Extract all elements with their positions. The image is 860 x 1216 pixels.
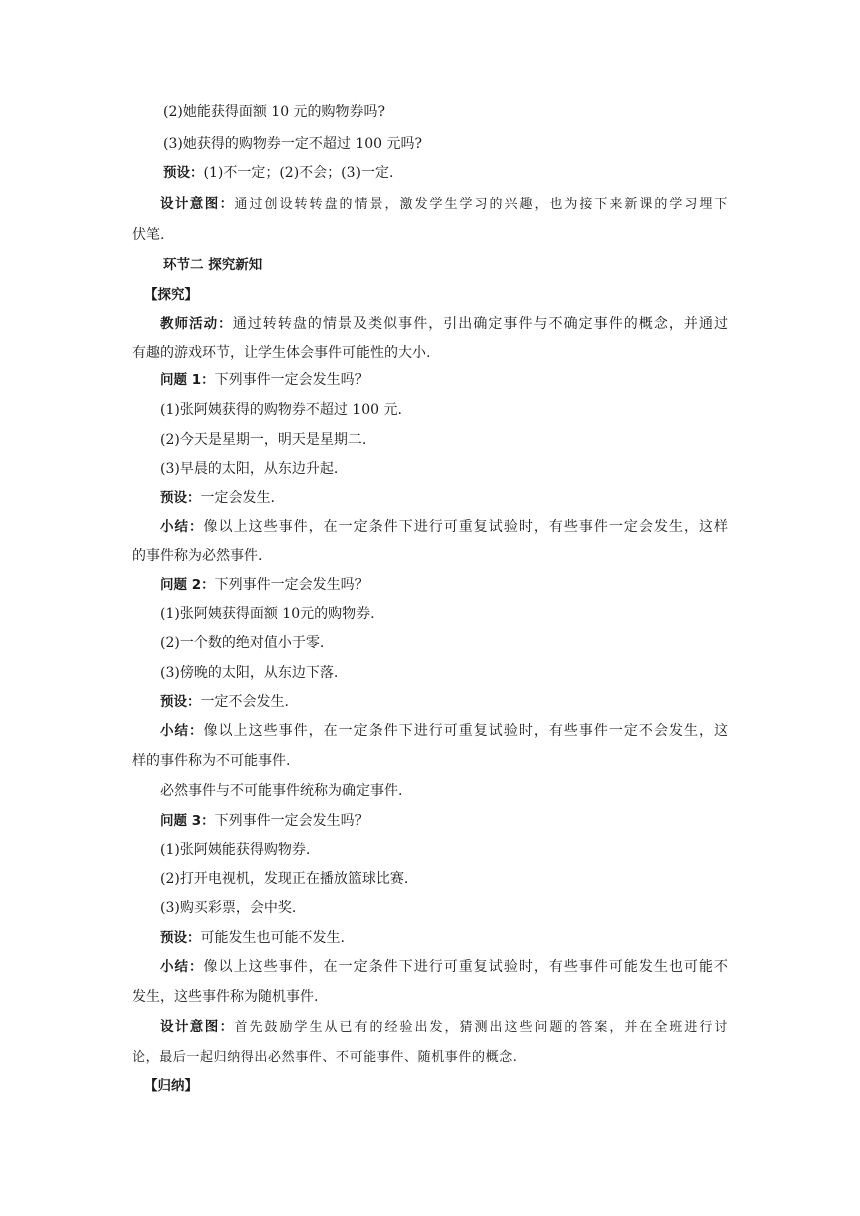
preset-answer-line: 预设：(1)不一定；(2)不会；(3)一定. (163, 165, 394, 181)
problem-3-item-1: (1)张阿姨能获得购物券. (160, 842, 311, 858)
problem-1-summary: 小结：像以上这些事件，在一定条件下进行可重复试验时，有些事件一定会发生，这样 (160, 519, 729, 535)
definite-events-note: 必然事件与不可能事件统称为确定事件. (160, 783, 403, 799)
problem-3-item-2: (2)打开电视机，发现正在播放篮球比赛. (160, 871, 409, 887)
problem-2-item-2: (2)一个数的绝对值小于零. (160, 635, 325, 651)
problem-2-line: 问题 2：下列事件一定会发生吗？ (160, 577, 369, 593)
problem-3-summary-continued: 发生，这些事件称为随机事件. (132, 989, 319, 1005)
problem-2-summary: 小结：像以上这些事件，在一定条件下进行可重复试验时，有些事件一定不会发生，这 (160, 723, 729, 739)
design-intent-2-line: 设计意图：首先鼓励学生从已有的经验出发，猜测出这些问题的答案，并在全班进行讨 (160, 1019, 729, 1035)
question-3-line: (3)她获得的购物券一定不超过 100 元吗? (163, 136, 422, 152)
summary-heading: 【归纳】 (144, 1078, 198, 1094)
problem-1-item-2: (2)今天是星期一，明天是星期二. (160, 432, 367, 448)
problem-1-preset: 预设：一定会发生. (160, 490, 275, 506)
problem-2-preset: 预设：一定不会发生. (160, 694, 289, 710)
problem-2-summary-continued: 样的事件称为不可能事件. (132, 753, 291, 769)
section-heading: 环节二 探究新知 (163, 257, 263, 273)
problem-2-item-1: (1)张阿姨获得面额 10元的购物券. (160, 606, 375, 622)
teacher-activity-continued: 有趣的游戏环节，让学生体会事件可能性的大小. (132, 345, 431, 361)
problem-1-summary-continued: 的事件称为必然事件. (132, 548, 263, 564)
design-intent-2-continued: 论，最后一起归纳得出必然事件、不可能事件、随机事件的概念. (132, 1050, 518, 1065)
problem-3-preset: 预设：可能发生也可能不发生. (160, 930, 345, 946)
design-intent-1-line: 设计意图：通过创设转转盘的情景，激发学生学习的兴趣，也为接下来新课的学习埋下 (160, 196, 729, 212)
explore-heading: 【探究】 (144, 287, 198, 303)
problem-3-summary: 小结：像以上这些事件，在一定条件下进行可重复试验时，有些事件可能发生也可能不 (160, 959, 729, 975)
design-intent-1-continued: 伏笔. (132, 227, 165, 243)
teacher-activity-line: 教师活动：通过转转盘的情景及类似事件，引出确定事件与不确定事件的概念，并通过 (160, 316, 728, 332)
problem-3-line: 问题 3：下列事件一定会发生吗？ (160, 813, 369, 829)
problem-2-item-3: (3)傍晚的太阳，从东边下落. (160, 665, 339, 681)
problem-1-item-3: (3)早晨的太阳，从东边升起. (160, 461, 339, 477)
problem-1-line: 问题 1：下列事件一定会发生吗？ (160, 372, 369, 388)
problem-3-item-3: (3)购买彩票，会中奖. (160, 900, 297, 916)
question-2-line: (2)她能获得面额 10 元的购物券吗? (163, 104, 386, 120)
problem-1-item-1: (1)张阿姨获得的购物券不超过 100 元. (160, 402, 402, 418)
